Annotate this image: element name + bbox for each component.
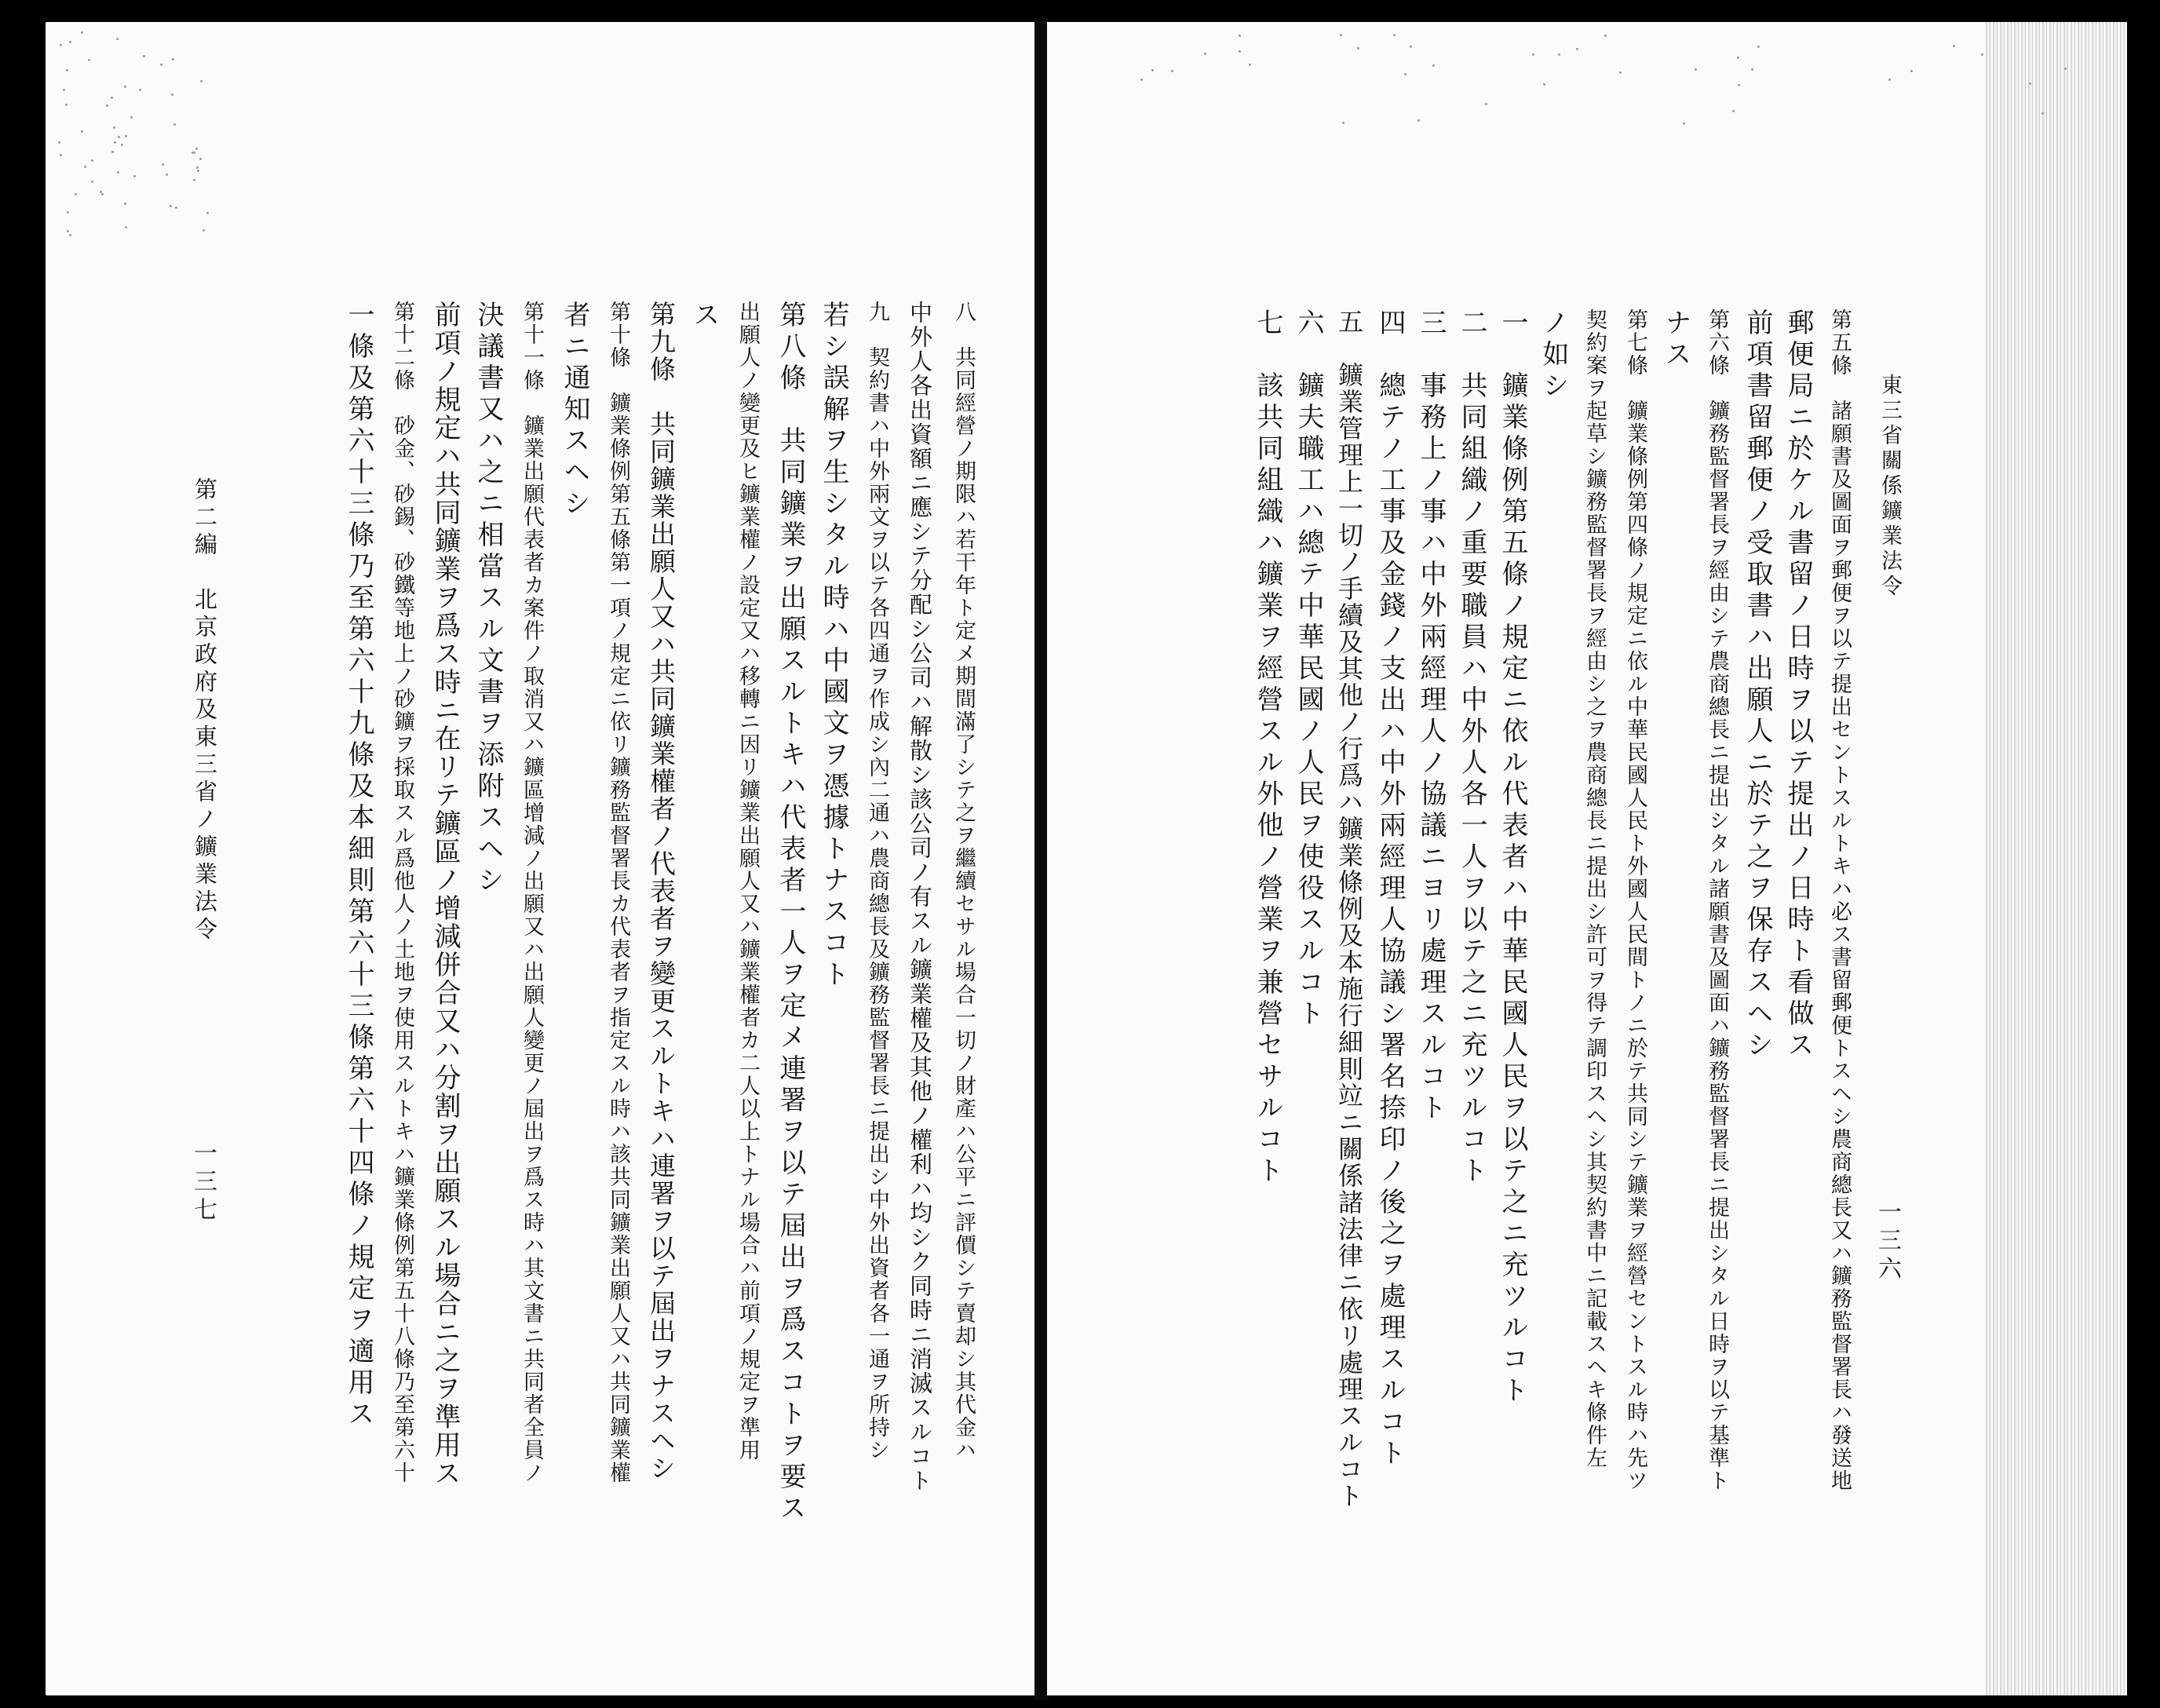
text-column: 八 共同經營ノ期限ハ若干年ト定メ期間滿了シテ之ヲ繼續セサル場合一切ノ財產ハ公平ニ評價シテ賣却シ其代金ハ (951, 301, 976, 1462)
scan-speck (1532, 53, 1534, 56)
text-column: 第十一條 鑛業出願代表者カ案件ノ取消又ハ鑛區增減ノ出願又ハ出願人變更ノ屆出ヲ爲ス時ハ其文書ニ共同者全員ノ (520, 301, 544, 1484)
text-column: 第九條 共同鑛業出願人又ハ共同鑛業權者ノ代表者ヲ變更スルトキハ連署ヲ以テ屆出ヲナスヘシ (646, 301, 677, 1482)
text-column: 中外人各出資額ニ應シテ分配シ公司ハ解散シ該公司ノ有スル鑛業權及其他ノ權利ハ均シク同時ニ消滅スルコト (907, 301, 933, 1493)
text-column: 第六條 鑛務監督署長ヲ經由シテ農商總長ニ提出シタル諸願書及圖面ハ鑛務監督署長ニ提出シタル日時ヲ以テ基準ト (1705, 308, 1729, 1492)
scan-speck (1432, 64, 1435, 67)
scan-speck (130, 116, 133, 119)
text-column: 九 契約書ハ中外兩文ヲ以テ各四通ヲ作成シ內二通ハ農商總長及鑛務監督署長ニ提出シ中外出資者各一通ヲ所持シ (865, 301, 889, 1462)
text-column: 二 共同組織ノ重要職員ハ中外人各一人ヲ以テ之ニ充ツルコト (1456, 308, 1487, 1188)
text-column: 前項書留郵便ノ受取書ハ出願人ニ於テ之ヲ保存スヘシ (1742, 308, 1773, 1062)
scan-speck (124, 86, 126, 88)
scan-speck (1619, 71, 1622, 74)
right-page-number: 一三六 (1874, 1199, 1901, 1284)
scan-speck (2064, 68, 2067, 70)
scan-speck (101, 193, 104, 195)
text-column: 六 鑛夫職工ハ總テ中華民國ノ人民ヲ使役スルコト (1293, 308, 1324, 1031)
text-column: 三 事務上ノ事ハ中外兩經理人ノ協議ニヨリ處理スルコト (1415, 308, 1447, 1125)
text-column: ナス (1660, 308, 1691, 371)
scan-speck (121, 144, 123, 146)
scan-speck (1340, 34, 1342, 36)
text-column: 第十條 鑛業條例第五條第一項ノ規定ニ依リ鑛務監督署長カ代表者ヲ指定スル時ハ該共同鑛業出願人又ハ共同鑛業權 (606, 301, 630, 1484)
scan-speck (1204, 53, 1206, 55)
scan-speck (81, 130, 83, 133)
text-column: 郵便局ニ於ケル書留ノ日時ヲ以テ提出ノ日時ト看做ス (1782, 308, 1814, 1062)
scan-speck (69, 234, 71, 236)
text-column: 前項ノ規定ハ共同鑛業ヲ爲ス時ニ在リテ鑛區ノ增減併合又ハ分割ヲ出願スル場合ニ之ヲ準用ス (429, 301, 461, 1487)
text-column: 四 總テノ工事及金錢ノ支出ハ中外兩經理人協議シ署名捺印ノ後之ヲ處理スルコト (1374, 308, 1406, 1470)
scan-speck (133, 175, 136, 177)
scan-speck (124, 203, 126, 205)
scan-speck (67, 230, 69, 232)
scan-speck (1418, 119, 1420, 122)
right-running-header: 東三省關係鑛業法令 (1877, 374, 1902, 600)
text-column: ス (688, 301, 720, 332)
scan-speck (1576, 48, 1578, 50)
scan-speck (1239, 50, 1241, 53)
scan-speck (84, 166, 86, 168)
scan-speck (88, 59, 90, 61)
scan-speck (58, 141, 60, 144)
scan-speck (1171, 70, 1173, 72)
text-column: 出願人ノ變更及ヒ鑛業權ノ設定又ハ移轉ニ因リ鑛業出願人又ハ鑛業權者カ二人以上トナル場合ハ前項ノ規定ヲ準用 (735, 301, 760, 1462)
text-column: 五 鑛業管理上一切ノ手續及其他ノ行爲ハ鑛業條例及本施行細則竝ニ關係諸法律ニ依リ處理スルコト (1334, 308, 1364, 1509)
text-column: 第八條 共同鑛業ヲ出願スルトキハ代表者一人ヲ定メ連署ヲ以テ屆出ヲ爲スコトヲ要ス (775, 301, 806, 1525)
scan-speck (1342, 122, 1345, 124)
page-edge-shadow (1986, 22, 2127, 1695)
text-column: 一 鑛業條例第五條ノ規定ニ依ル代表者ハ中華民國人民ヲ以テ之ニ充ツルコト (1497, 308, 1528, 1407)
scan-speck (1751, 68, 1753, 71)
left-page (46, 22, 1036, 1695)
text-column: 第十二條 砂金、砂錫、砂鐵等地上ノ砂鑛ヲ採取スル爲他人ノ土地ヲ使用スルトキハ鑛業條例第五十八條乃至第六十 (390, 301, 414, 1484)
scan-speck (60, 44, 62, 46)
scan-speck (1981, 53, 1983, 56)
scan-speck (195, 148, 198, 150)
scan-speck (196, 166, 199, 169)
text-column: 若シ誤解ヲ生シタル時ハ中國文ヲ憑據トナスコト (818, 301, 849, 991)
text-column: 決議書又ハ之ニ相當スル文書ヲ添附スヘシ (472, 301, 504, 897)
text-column: 者ニ通知スヘシ (559, 301, 590, 520)
text-column: ノ如シ (1538, 308, 1569, 403)
left-running-footer: 第二編 北京政府及東三省ノ鑛業法令 (192, 477, 218, 944)
scan-speck (125, 135, 127, 137)
text-column: 第五條 諸願書及圖面ヲ郵便ヲ以テ提出セントスルトキハ必ス書留郵便トスヘシ農商總長又ハ鑛務監督署長ハ發送地 (1827, 308, 1852, 1492)
scan-speck (1683, 122, 1685, 125)
scan-speck (60, 154, 62, 156)
scan-speck (1404, 73, 1407, 75)
text-column: 七 該共同組織ハ鑛業ヲ經營スル外他ノ營業ヲ兼營セサルコト (1252, 308, 1283, 1188)
scan-speck (1393, 34, 1396, 36)
left-page-number: 一三七 (189, 1140, 217, 1225)
text-column: 一條及第六十三條乃至第六十九條及本細則第六十三條第六十四條ノ規定ヲ適用ス (343, 301, 374, 1431)
scan-speck (172, 58, 174, 60)
text-column: 第七條 鑛業條例第四條ノ規定ニ依ル中華民國人民ト外國人民間トノニ於テ共同シテ鑛業ヲ經營セントスル時ハ先ツ (1623, 308, 1647, 1492)
scan-speck (106, 104, 108, 107)
scan-speck (202, 229, 205, 232)
right-page (1047, 22, 2127, 1695)
text-column: 契約案ヲ起草シ鑛務監督署長ヲ經由シ之ヲ農商總長ニ提出シ許可ヲ得テ調印スヘシ其契約書中ニ記載スヘキ條件左 (1582, 308, 1607, 1469)
